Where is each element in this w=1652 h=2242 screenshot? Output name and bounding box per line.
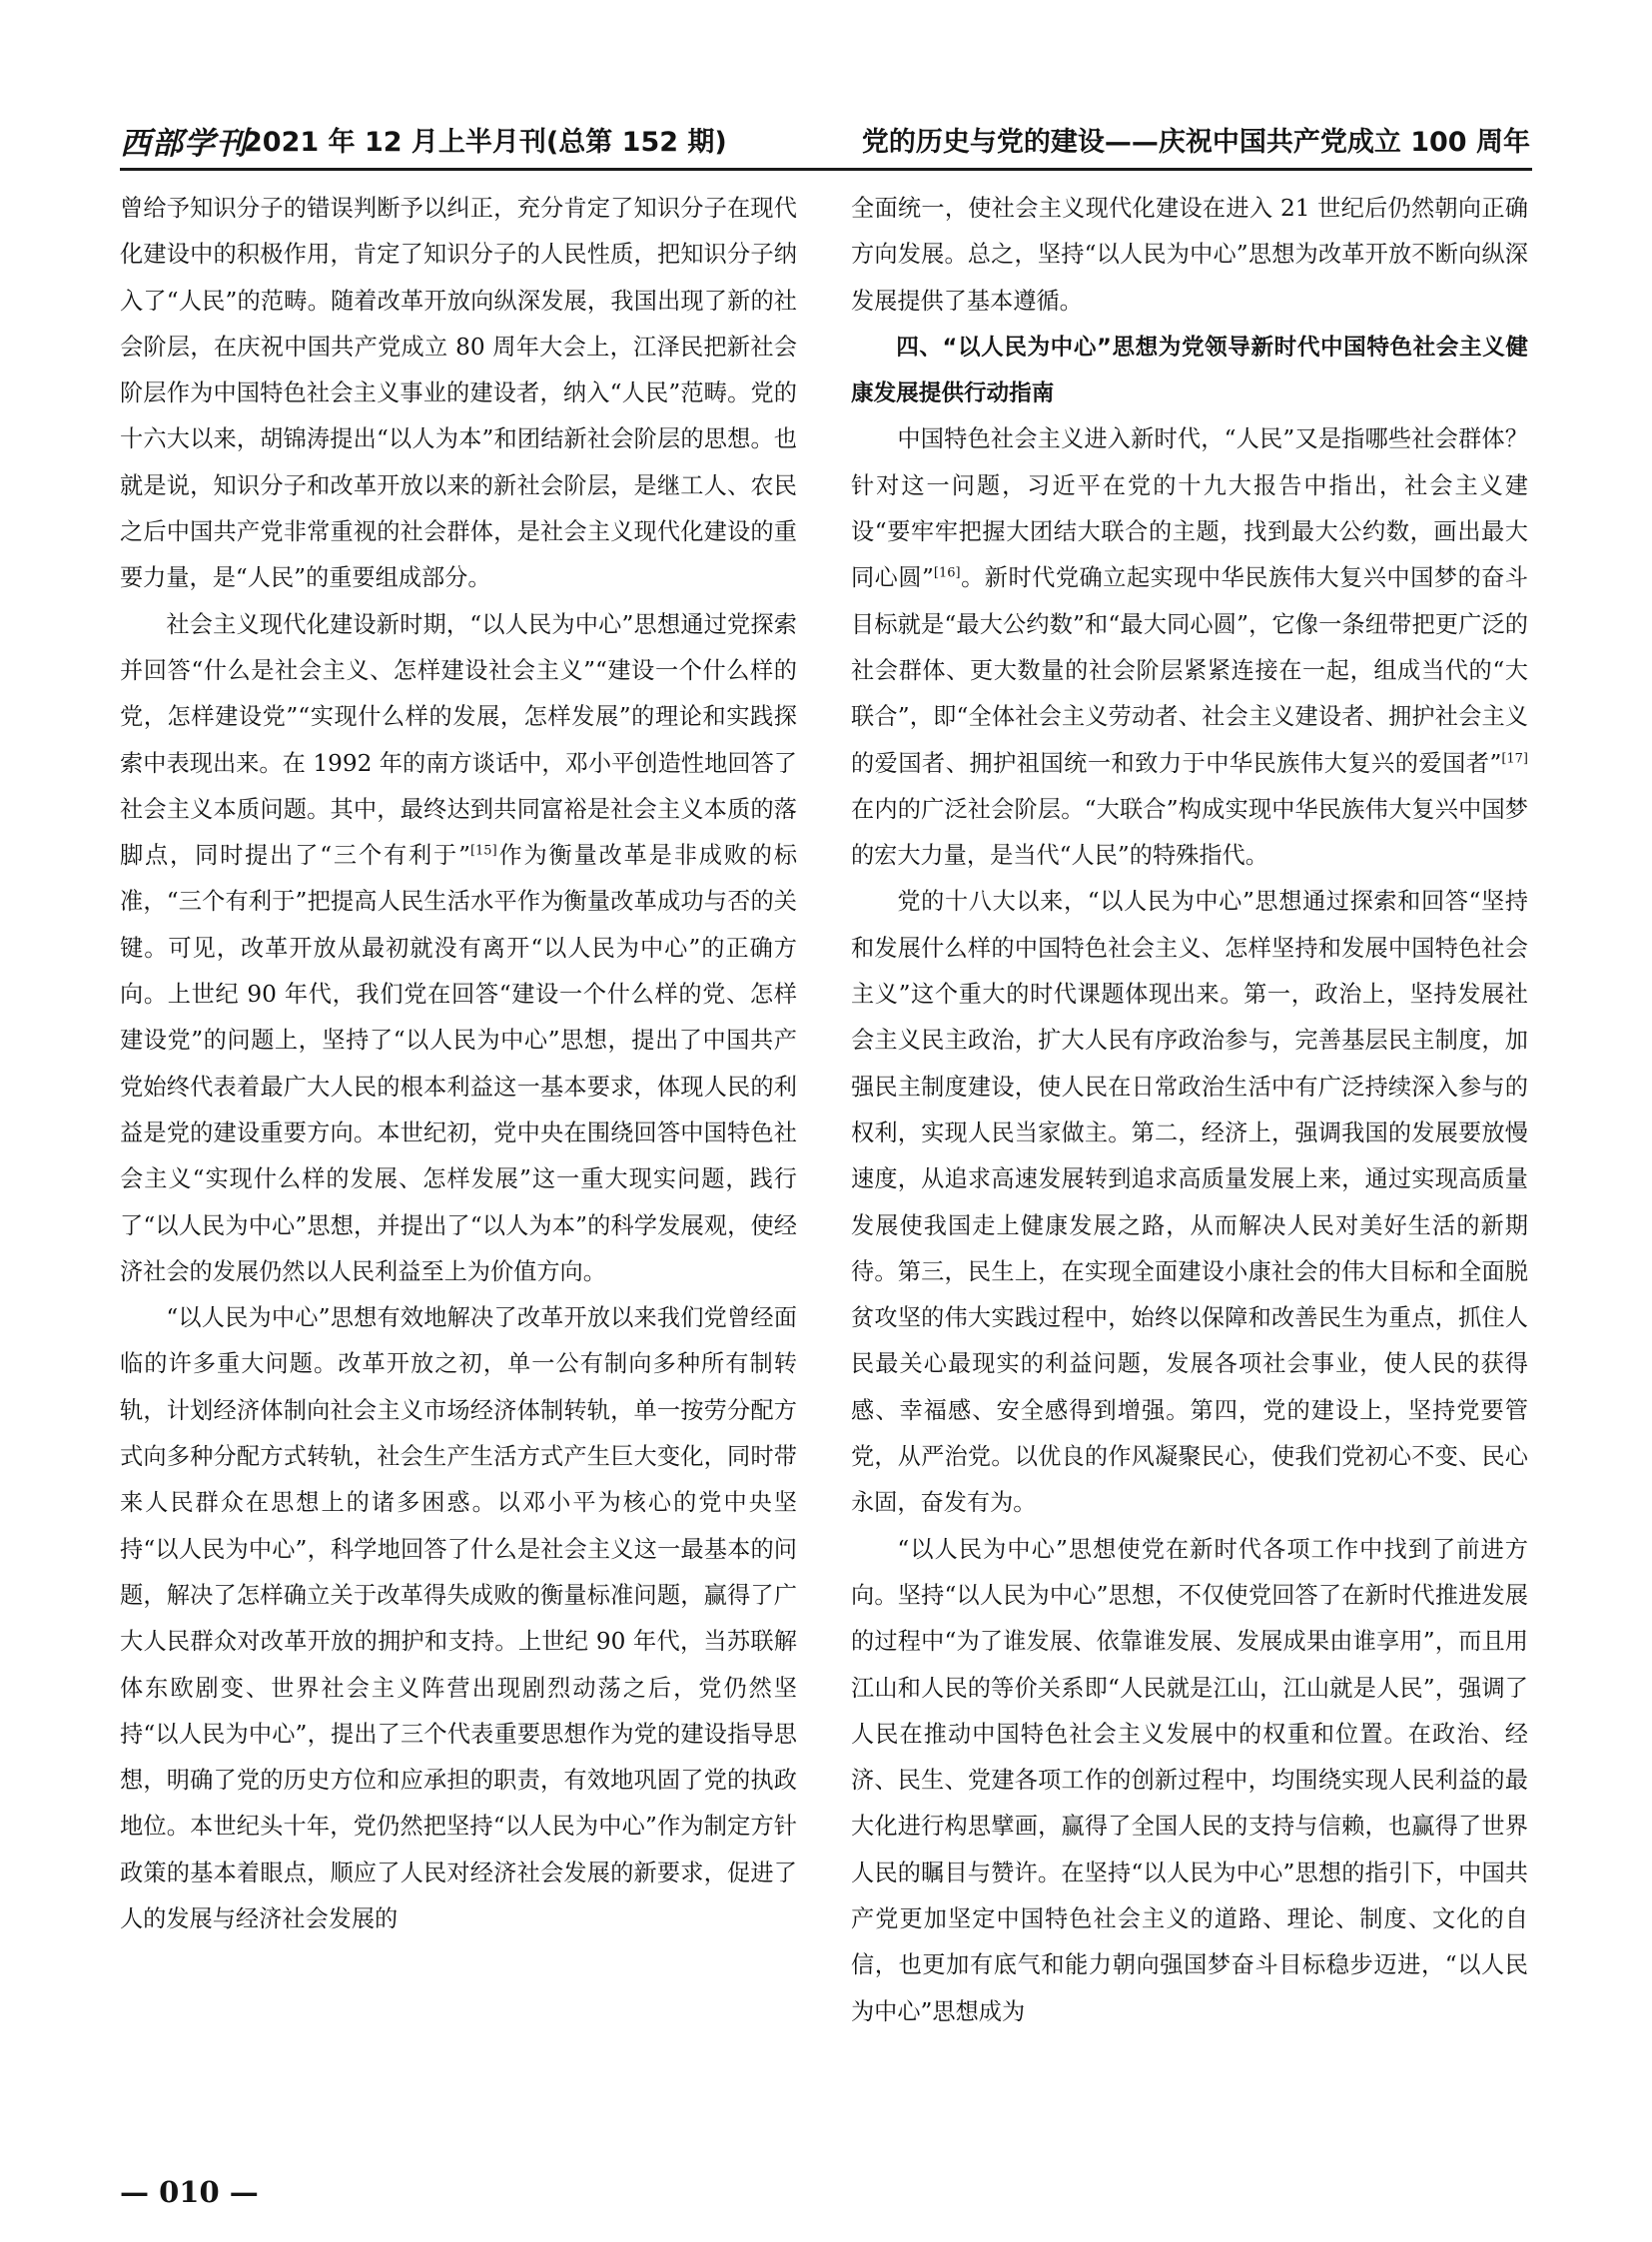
paragraph-text: 作为衡量改革是非成败的标准，“三个有利于”把提高人民生活水平作为衡量改革成功与否的关键。可见，改革开放从最初就没有离开“以人民为中心”的正确方向。上世纪 90 年代，我们党在回答“建设一个什么样的党、怎样建设党”的问题上，坚持了“以人民为中心”思想，提出了中国共产党始终代表着最广大人民的根本利益这一基本要求，体现人民的利益是党的建设重要方向。本世纪初，党中央在围绕回答中国特色社会主义“实现什么样的发展、怎样发展”这一重大现实问题，践行了“以人民为中心”思想，并提出了“以人为本”的科学发展观，使经济社会的发展仍然以人民利益至上为价值方向。 bbox=[120, 842, 797, 1285]
journal-name: 西部学刊 bbox=[120, 126, 248, 162]
section-title: 党的历史与党的建设——庆祝中国共产党成立 100 周年 bbox=[861, 127, 1530, 158]
paragraph-text: 。新时代党确立起实现中华民族伟大复兴中国梦的奋斗目标就是“最大公约数”和“最大同心圆”，它像一条纽带把更广泛的社会群体、更大数量的社会阶层紧紧连接在一起，组成当代的“大联合”，即“全体社会主义劳动者、社会主义建设者、拥护社会主义的爱国者、拥护祖国统一和致力于中华民族伟大复兴的爱国者” bbox=[851, 564, 1528, 777]
citation-marker: [16] bbox=[933, 565, 961, 581]
citation-marker: [17] bbox=[1501, 750, 1528, 766]
paragraph: 曾给予知识分子的错误判断予以纠正，充分肯定了知识分子在现代化建设中的积极作用，肯定了知识分子的人民性质，把知识分子纳入了“人民”的范畴。随着改革开放向纵深发展，我国出现了新的社会阶层，在庆祝中国共产党成立 80 周年大会上，江泽民把新社会阶层作为中国特色社会主义事业的建设者，纳入“人民”范畴。党的十六大以来，胡锦涛提出“以人为本”和团结新社会阶层的思想。也就是说，知识分子和改革开放以来的新社会阶层，是继工人、农民之后中国共产党非常重视的社会群体，是社会主义现代化建设的重要力量，是“人民”的重要组成部分。 bbox=[120, 195, 797, 592]
paragraph: “以人民为中心”思想使党在新时代各项工作中找到了前进方向。坚持“以人民为中心”思想，不仅使党回答了在新时代推进发展的过程中“为了谁发展、依靠谁发展、发展成果由谁享用”，而且用江山和人民的等价关系即“人民就是江山，江山就是人民”，强调了人民在推动中国特色社会主义发展中的权重和位置。在政治、经济、民生、党建各项工作的创新过程中，均围绕实现人民利益的最大化进行构思擘画，赢得了全国人民的支持与信赖，也赢得了世界人民的瞩目与赞许。在坚持“以人民为中心”思想的指引下，中国共产党更加坚定中国特色社会主义的道路、理论、制度、文化的自信，也更加有底气和能力朝向强国梦奋斗目标稳步迈进，“以人民为中心”思想成为 bbox=[851, 1535, 1528, 2025]
page-number: — 010 — bbox=[120, 2175, 259, 2209]
left-column bbox=[120, 186, 797, 1942]
paragraph: “以人民为中心”思想有效地解决了改革开放以来我们党曾经面临的许多重大问题。改革开放之初，单一公有制向多种所有制转轨，计划经济体制向社会主义市场经济体制转轨，单一按劳分配方式向多种分配方式转轨，社会生产生活方式产生巨大变化，同时带来人民群众在思想上的诸多困惑。以邓小平为核心的党中央坚持“以人民为中心”，科学地回答了什么是社会主义这一最基本的问题，解决了怎样确立关于改革得失成败的衡量标准问题，赢得了广大人民群众对改革开放的拥护和支持。上世纪 90 年代，当苏联解体东欧剧变、世界社会主义阵营出现剧烈动荡之后，党仍然坚持“以人民为中心”，提出了三个代表重要思想作为党的建设指导思想，明确了党的历史方位和应承担的职责，有效地巩固了党的执政地位。本世纪头十年，党仍然把坚持“以人民为中心”作为制定方针政策的基本着眼点，顺应了人民对经济社会发展的新要求，促进了人的发展与经济社会发展的 bbox=[120, 1304, 797, 1932]
paragraph bbox=[851, 416, 1528, 879]
citation-marker: [15] bbox=[469, 843, 497, 859]
section-heading: 四、“以人民为中心”思想为党领导新时代中国特色社会主义健康发展提供行动指南 bbox=[851, 334, 1528, 407]
paragraph-text: 中国特色社会主义进入新时代，“人民”又是指哪些社会群体？针对这一问题，习近平在党的十九大报告中指出，社会主义建设“要牢牢把握大团结大联合的主题，找到最大公约数，画出最大同心圆” bbox=[851, 425, 1528, 592]
paragraph-text: 在内的广泛社会阶层。“大联合”构成实现中华民族伟大复兴中国梦的宏大力量，是当代“人民”的特殊指代。 bbox=[851, 795, 1528, 870]
page-header bbox=[120, 108, 1532, 171]
issue-info: 2021 年 12 月上半月刊(总第 152 期) bbox=[244, 127, 727, 158]
paragraph: 全面统一，使社会主义现代化建设在进入 21 世纪后仍然朝向正确方向发展。总之，坚持“以人民为中心”思想为改革开放不断向纵深发展提供了基本遵循。 bbox=[851, 195, 1528, 315]
paragraph bbox=[120, 602, 797, 1295]
paragraph-text: 社会主义现代化建设新时期，“以人民为中心”思想通过党探索并回答“什么是社会主义、怎样建设社会主义”“建设一个什么样的党，怎样建设党”“实现什么样的发展，怎样发展”的理论和实践探索中表现出来。在 1992 年的南方谈话中，邓小平创造性地回答了社会主义本质问题。其中，最终达到共同富裕是社会主义本质的落脚点，同时提出了“三个有利于” bbox=[120, 610, 797, 870]
paragraph: 党的十八大以来，“以人民为中心”思想通过探索和回答“坚持和发展什么样的中国特色社会主义、怎样坚持和发展中国特色社会主义”这个重大的时代课题体现出来。第一，政治上，坚持发展社会主义民主政治，扩大人民有序政治参与，完善基层民主制度，加强民主制度建设，使人民在日常政治生活中有广泛持续深入参与的权利，实现人民当家做主。第二，经济上，强调我国的发展要放慢速度，从追求高速发展转到追求高质量发展上来，通过实现高质量发展使我国走上健康发展之路，从而解决人民对美好生活的新期待。第三，民生上，在实现全面建设小康社会的伟大目标和全面脱贫攻坚的伟大实践过程中，始终以保障和改善民生为重点，抓住人民最关心最现实的利益问题，发展各项社会事业，使人民的获得感、幸福感、安全感得到增强。第四，党的建设上，坚持党要管党，从严治党。以优良的作风凝聚民心，使我们党初心不变、民心永固，奋发有为。 bbox=[851, 888, 1528, 1517]
right-column bbox=[851, 186, 1528, 2035]
